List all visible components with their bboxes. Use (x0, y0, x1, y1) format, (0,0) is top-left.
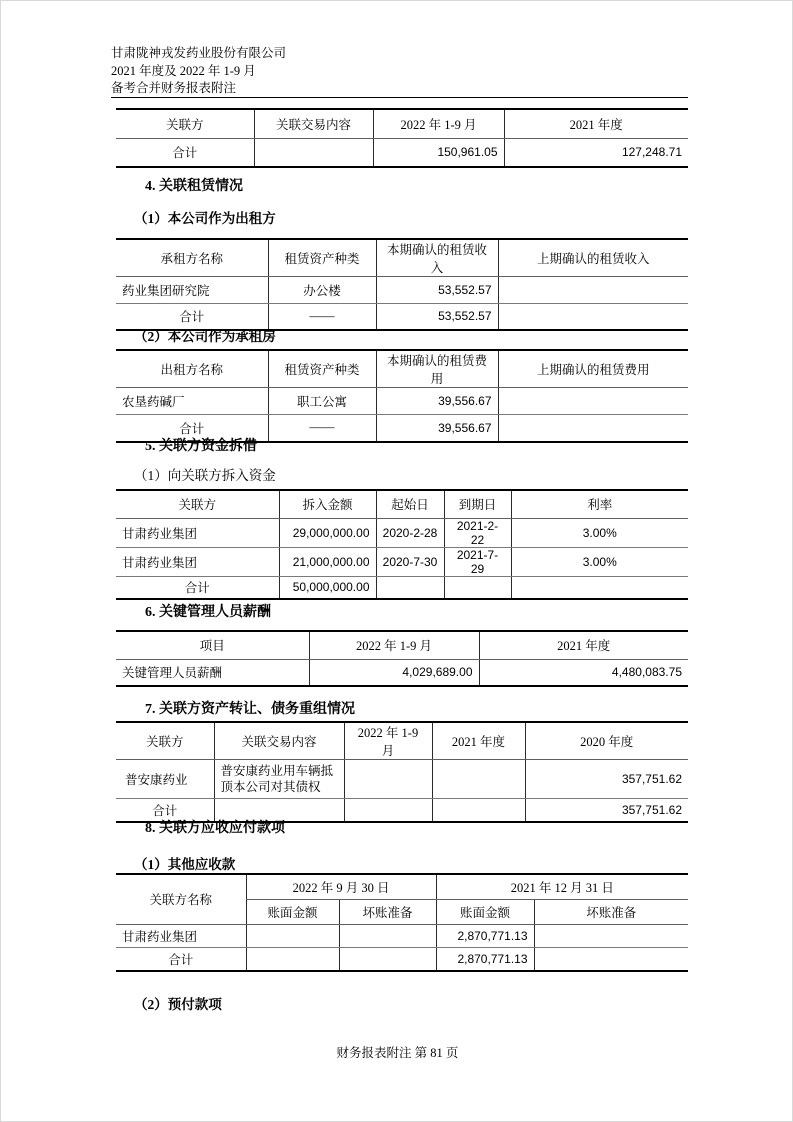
page-header (111, 45, 286, 98)
empty-cell (344, 799, 432, 822)
amount-cell: 127,248.71 (504, 138, 688, 167)
amount-cell: 357,751.62 (525, 799, 688, 822)
report-period: 2021 年度及 2022 年 1-9 月 (111, 63, 256, 78)
column-header: 2022 年 1-9 月 (373, 109, 504, 138)
amount-cell: 50,000,000.00 (279, 576, 376, 599)
related-party-cell: 甘肃药业集团 (116, 518, 279, 547)
total-row (116, 138, 688, 167)
transaction-content-cell: 普安康药业用车辆抵顶本公司对其债权 (214, 760, 344, 799)
asset-type-cell: 办公楼 (268, 277, 376, 304)
section-4-sub-2-title: （2）本公司作为承租房 (134, 329, 276, 344)
empty-cell (432, 760, 525, 799)
total-label-cell: 合计 (179, 310, 205, 325)
amount-cell (498, 415, 688, 442)
empty-cell (534, 947, 688, 971)
table-header-row (116, 350, 688, 388)
section-8-sub-2-title: （2）预付款项 (134, 997, 222, 1012)
empty-cell (344, 760, 432, 799)
table-row (116, 547, 688, 576)
empty-cell (511, 576, 688, 599)
column-header: 2021 年度 (432, 722, 525, 760)
asset-transfer-table (116, 721, 688, 823)
section-8-sub-1-title: （1）其他应收款 (134, 857, 236, 872)
amount-cell: 39,556.67 (376, 388, 498, 415)
lessor-table (116, 238, 688, 331)
amount-cell: 53,552.57 (376, 277, 498, 304)
empty-cell (339, 924, 436, 947)
section-7-title: 7. 关联方资产转让、债务重组情况 (145, 702, 355, 717)
period-header: 2021 年 12 月 31 日 (436, 874, 688, 899)
amount-cell (498, 277, 688, 304)
amount-cell: 39,556.67 (376, 415, 498, 442)
column-header: 2020 年度 (525, 722, 688, 760)
column-header: 2022 年 1-9 月 (344, 722, 432, 760)
column-header: 关联方 (116, 722, 214, 760)
column-header: 上期确认的租赁费用 (498, 350, 688, 388)
start-date-cell: 2020-2-28 (376, 518, 444, 547)
table-row (116, 518, 688, 547)
lessee-name-cell: 药业集团研究院 (116, 277, 268, 304)
table-row (116, 388, 688, 415)
empty-cell (432, 799, 525, 822)
section-6-title: 6. 关键管理人员薪酬 (145, 605, 271, 620)
column-header: 承租方名称 (116, 239, 268, 277)
table-row (116, 924, 688, 947)
related-party-cell: 甘肃药业集团 (116, 924, 246, 947)
table-header-row (116, 631, 688, 659)
column-header: 2021 年度 (479, 631, 688, 659)
item-cell: 关键管理人员薪酬 (122, 666, 223, 681)
amount-cell: 2,870,771.13 (436, 924, 534, 947)
amount-cell: 29,000,000.00 (279, 518, 376, 547)
total-row (116, 947, 688, 971)
document-title: 备考合并财务报表附注 (111, 81, 237, 95)
section-5-title: 5. 关联方资金拆借 (145, 439, 257, 454)
borrowed-funds-table (116, 489, 688, 600)
amount-cell: 53,552.57 (376, 304, 498, 330)
asset-type-cell: 职工公寓 (268, 388, 376, 415)
key-management-compensation-table (116, 630, 688, 687)
corner-header: 关联方名称 (116, 874, 246, 924)
section-8-title: 8. 关联方应收应付款项 (145, 821, 285, 836)
column-header: 拆入金额 (279, 490, 376, 518)
total-label-cell: 合计 (172, 146, 198, 161)
related-party-cell: 普安康药业 (116, 760, 214, 799)
total-label-cell: 合计 (184, 581, 210, 596)
column-header: 账面金额 (436, 899, 534, 924)
column-header: 利率 (511, 490, 688, 518)
column-header: 租赁资产种类 (268, 239, 376, 277)
section-4-sub-1-title: （1）本公司作为出租方 (134, 211, 276, 226)
table-header-row (116, 722, 688, 760)
column-header: 租赁资产种类 (268, 350, 376, 388)
start-date-cell: 2020-7-30 (376, 547, 444, 576)
table-row (116, 760, 688, 799)
column-header: 到期日 (444, 490, 511, 518)
amount-cell: 2,870,771.13 (436, 947, 534, 971)
table-header-row (116, 109, 688, 138)
company-name: 甘肃陇神戎发药业股份有限公司 (111, 46, 287, 60)
amount-cell (498, 388, 688, 415)
section-5-sub-1-title: （1）向关联方拆入资金 (134, 468, 276, 483)
dash-cell: —— (268, 304, 376, 330)
end-date-cell: 2021-7-29 (444, 547, 511, 576)
empty-cell (339, 947, 436, 971)
amount-cell: 21,000,000.00 (279, 547, 376, 576)
column-header: 2021 年度 (504, 109, 688, 138)
period-header: 2022 年 9 月 30 日 (246, 874, 436, 899)
dash-cell: —— (268, 415, 376, 442)
column-header: 坏账准备 (534, 899, 688, 924)
empty-cell (444, 576, 511, 599)
table-row (116, 659, 688, 686)
column-header: 上期确认的租赁收入 (498, 239, 688, 277)
empty-cell (254, 138, 373, 167)
page-footer: 财务报表附注 第 81 页 (336, 1046, 459, 1060)
column-header: 出租方名称 (116, 350, 268, 388)
header-divider (111, 97, 688, 98)
column-header: 本期确认的租赁费用 (376, 350, 498, 388)
end-date-cell: 2021-2-22 (444, 518, 511, 547)
total-label-cell: 合计 (168, 952, 194, 967)
amount-cell: 150,961.05 (373, 138, 504, 167)
amount-cell (498, 304, 688, 330)
amount-cell: 357,751.62 (525, 760, 688, 799)
rate-cell: 3.00% (511, 518, 688, 547)
related-transactions-total-table (116, 108, 688, 168)
empty-cell (376, 576, 444, 599)
lessee-table (116, 349, 688, 443)
column-header: 关联方 (116, 490, 279, 518)
column-header: 关联交易内容 (254, 109, 373, 138)
column-header: 关联方 (116, 109, 254, 138)
total-label-cell: 合计 (152, 803, 178, 818)
rate-cell: 3.00% (511, 547, 688, 576)
related-party-cell: 甘肃药业集团 (116, 547, 279, 576)
total-row (116, 576, 688, 599)
table-header-row (116, 490, 688, 518)
empty-cell (246, 947, 339, 971)
section-4-title: 4. 关联租赁情况 (145, 179, 243, 194)
column-header: 关联交易内容 (214, 722, 344, 760)
table-header-row (116, 239, 688, 277)
table-header-row (116, 874, 688, 899)
amount-cell: 4,480,083.75 (479, 659, 688, 686)
column-header: 起始日 (376, 490, 444, 518)
total-label-cell: 合计 (179, 421, 205, 436)
empty-cell (534, 924, 688, 947)
column-header: 2022 年 1-9 月 (309, 631, 479, 659)
column-header: 项目 (116, 631, 309, 659)
lessor-name-cell: 农垦药碱厂 (116, 388, 268, 415)
column-header: 账面金额 (246, 899, 339, 924)
table-row (116, 277, 688, 304)
empty-cell (246, 924, 339, 947)
amount-cell: 4,029,689.00 (309, 659, 479, 686)
column-header: 本期确认的租赁收入 (376, 239, 498, 277)
other-receivables-table (116, 873, 688, 972)
column-header: 坏账准备 (339, 899, 436, 924)
